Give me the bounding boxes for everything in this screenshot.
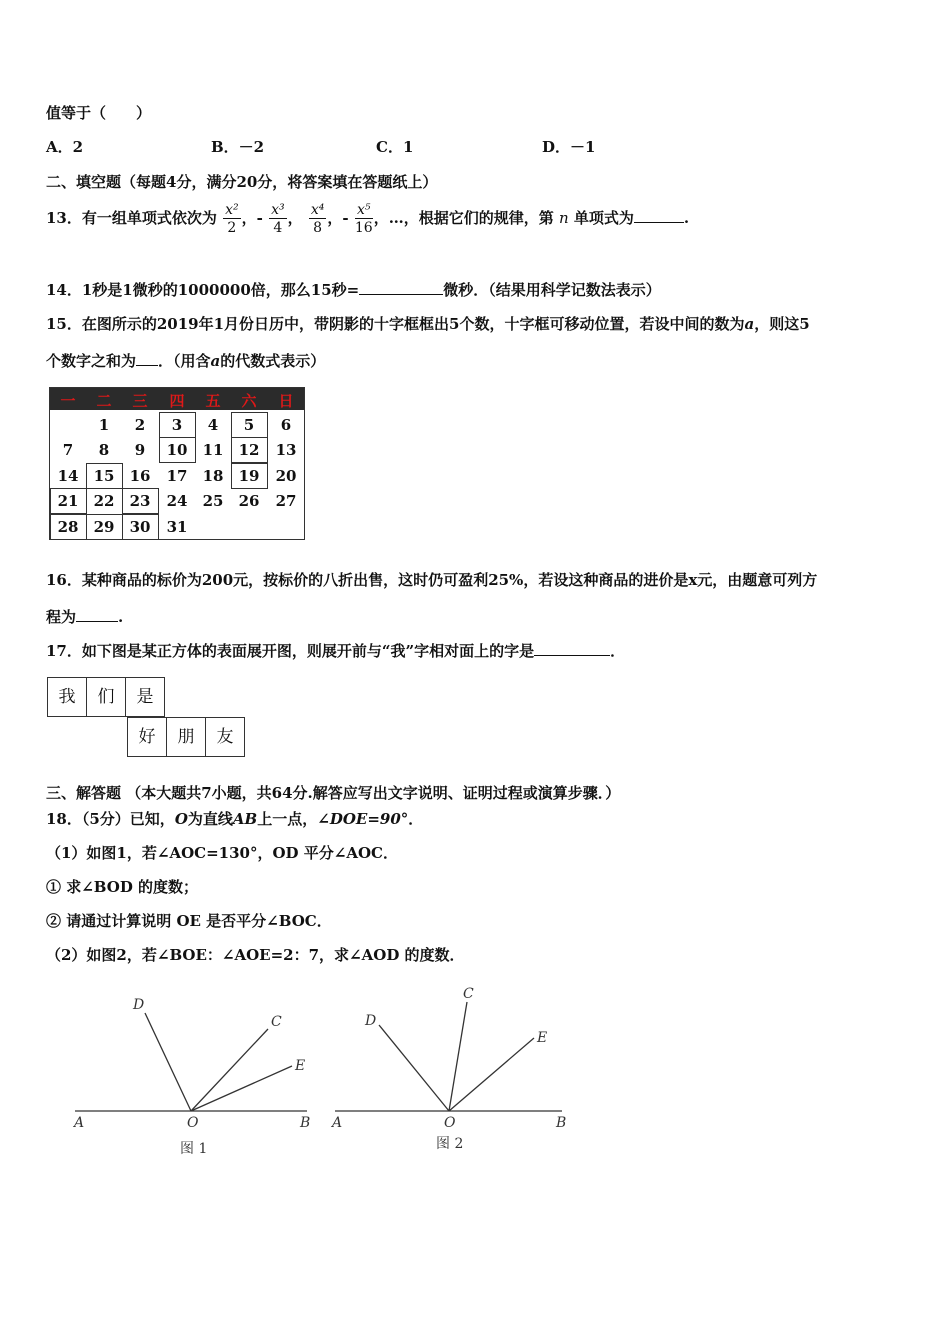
calendar-cell-frame [231,412,268,438]
q13-suffix: 单项式为 [573,209,634,227]
question-15-line-1 [46,313,810,334]
fig2-ray-oe [449,1038,534,1111]
fig1-ray-od [145,1013,191,1111]
q13-term-4: $\frac{\text{x⁵}}{16}$ [354,201,373,236]
net-face-shi: 是 [125,677,165,717]
calendar-day-cell: 13 [275,441,297,459]
calendar-day-cell: 28 [57,518,79,536]
fig1-label-b: B [300,1115,311,1131]
question-18-part-1: （1）如图1，若∠AOC=130°，OD 平分∠AOC． [46,844,398,862]
calendar-cell-frame [50,514,87,540]
calendar-day-cell: 16 [129,467,151,485]
q16-line2: 程为 [46,608,77,626]
q14-tail: 微秒．（结果用科学记数法表示） [443,281,661,299]
calendar-header [50,388,304,410]
q15-line2b: ．（用含 [158,352,211,370]
question-18-sub-1: ① 求∠BOD 的度数； [46,878,199,896]
weekday-7: 日 [278,392,294,410]
calendar-day-cell: 8 [98,441,110,459]
calendar-day-cell: 31 [166,518,188,536]
calendar-day-cell [231,515,267,540]
calendar-day-cell: 12 [238,441,260,459]
calendar-cell-frame [159,437,196,463]
q15-answer-blank[interactable] [136,350,158,366]
question-18-intro [46,808,423,829]
calendar-day-cell: 6 [280,416,292,434]
weekday-2: 二 [96,392,112,410]
calendar-cell-frame [159,412,196,438]
calendar-day-cell: 22 [93,492,115,510]
q13-sep-4: ，…， [373,209,419,227]
fig1-caption: 图 1 [180,1141,208,1157]
q18-l1c: 为直线 [187,810,233,828]
question-18-sub-2: ② 请通过计算说明 OE 是否平分∠BOC． [46,912,332,930]
q15-text-end: ，则这5 [754,315,810,333]
q15-var-a-2: a [210,352,221,370]
calendar-day-cell: 5 [243,416,255,434]
q18-angle-doe: ∠DOE=90° [317,810,409,828]
calendar-january-2019 [49,387,305,540]
calendar-day-cell: 2 [134,416,146,434]
fig2-label-b: B [556,1115,567,1131]
fig1-label-o: O [187,1115,199,1131]
calendar-day-cell: 19 [238,467,260,485]
q13-mid: 根据它们的规律，第 [418,209,554,227]
q15-var-a: a [744,315,755,333]
q13-prefix: 13．有一组单项式依次为 [46,209,217,227]
calendar-day-cell: 18 [202,467,224,485]
option-c: C．1 [376,138,414,156]
q17-end: ． [610,642,626,660]
fig1-ray-oc [191,1029,268,1111]
q16-end: . [118,608,124,626]
q18-l1g: ． [408,810,424,828]
fig2-label-a: A [332,1115,343,1131]
section-2-heading: 二、填空题（每题4分，满分20分，将答案填在答题纸上） [46,173,438,191]
calendar-day-cell: 24 [166,492,188,510]
q12-tail: 值等于（ ） [46,104,152,122]
question-15-line-2 [46,350,325,371]
question-16-line-1: 16．某种商品的标价为200元，按标价的八折出售，这时仍可盈利25%，若设这种商品的进价是x元，由题意可列方 [46,571,818,589]
q15-line2c: 的代数式表示） [220,352,326,370]
q16-answer-blank[interactable] [76,606,118,622]
q17-text: 17．如下图是某正方体的表面展开图，则展开前与“我”字相对面上的字是 [46,642,535,660]
q13-term-3: $\frac{\text{x⁴}}{8}$ [310,201,325,236]
q18-l1a: 18．（5分）已知， [46,810,175,828]
question-14 [46,279,661,300]
calendar-day-cell: 20 [275,467,297,485]
net-face-peng: 朋 [166,717,206,757]
calendar-day-cell: 9 [134,441,146,459]
calendar-cell-frame [122,488,159,514]
q18-point-o: O [174,810,188,828]
calendar-day-cell: 1 [98,416,110,434]
q13-term-1: $\frac{\text{x²}}{2}$ [225,201,239,236]
calendar-cell-frame [231,437,268,463]
weekday-4: 四 [169,392,185,410]
fig1-ray-oe [191,1066,292,1111]
fig2-ray-od [379,1025,449,1111]
q17-answer-blank[interactable] [534,640,610,656]
option-a: A．2 [46,138,84,156]
calendar-day-cell: 29 [93,518,115,536]
fig2-label-c: C [463,986,474,1002]
fig2-label-d: D [365,1013,377,1029]
q14-answer-blank[interactable] [359,279,443,295]
fig1-label-e: E [295,1058,306,1074]
net-face-men: 们 [86,677,126,717]
question-13 [46,200,689,237]
q13-sep-3: ，- [327,209,349,227]
calendar-day-cell: 26 [238,492,260,510]
q18-l1e: 上一点， [257,810,318,828]
net-face-hao: 好 [127,717,167,757]
q18-line-ab: AB [232,810,258,828]
calendar-day-cell: 14 [57,467,79,485]
q13-answer-blank[interactable] [634,207,684,223]
option-d: D．－1 [542,138,596,156]
q13-sep-2: ， [287,209,303,227]
calendar-day-cell: 27 [275,492,297,510]
calendar-day-cell: 21 [57,492,79,510]
fig1-label-a: A [74,1115,85,1131]
calendar-cell-frame [122,514,159,540]
net-face-you: 友 [205,717,245,757]
fig2-caption: 图 2 [436,1136,464,1152]
calendar-day-cell: 11 [202,441,224,459]
q13-term-2: $\frac{\text{x³}}{4}$ [271,201,285,236]
calendar-day-cell: 25 [202,492,224,510]
section-3-heading: 三、解答题 （本大题共7小题，共64分.解答应写出文字说明、证明过程或演算步骤．） [46,784,621,802]
question-18-part-2: （2）如图2，若∠BOE：∠AOE=2：7，求∠AOD 的度数． [46,946,465,964]
question-16-line-2 [46,606,123,627]
calendar-day-cell: 3 [171,416,183,434]
calendar-day-cell [195,515,231,540]
calendar-day-cell: 23 [129,492,151,510]
weekday-6: 六 [241,392,257,410]
calendar-cell-frame [50,488,87,514]
q18-figures [0,980,950,1200]
fig1-label-c: C [271,1014,282,1030]
fig2-label-e: E [537,1030,548,1046]
calendar-day-cell: 30 [129,518,151,536]
q15-text: 15．在图所示的2019年1月份日历中，带阴影的十字框框出5个数，十字框可移动位置，若设中间的数为 [46,315,745,333]
calendar-cell-frame [86,514,123,540]
net-face-wo: 我 [47,677,87,717]
calendar-day-cell: 7 [62,441,74,459]
option-b: B．－2 [211,138,265,156]
q13-sep-1: ，- [241,209,263,227]
calendar-day-cell [268,515,304,540]
calendar-day-cell: 10 [166,441,188,459]
calendar-day-cell: 15 [93,467,115,485]
fig2-ray-oc [449,1002,467,1111]
fig2-label-o: O [444,1115,456,1131]
weekday-5: 五 [205,392,221,410]
q13-end: . [683,209,690,227]
fig1-label-d: D [133,997,145,1013]
question-17 [46,640,625,661]
calendar-day-cell [50,413,86,438]
weekday-3: 三 [132,392,148,410]
q13-var: n [558,209,569,227]
q15-line2a: 个数字之和为 [46,352,137,370]
q14-text: 14．1秒是1微秒的1000000倍，那么15秒= [46,281,360,299]
calendar-cell-frame [231,463,268,489]
calendar-day-cell: 17 [166,467,188,485]
calendar-cell-frame [86,463,123,489]
calendar-day-cell: 4 [207,416,219,434]
weekday-1: 一 [60,392,76,410]
